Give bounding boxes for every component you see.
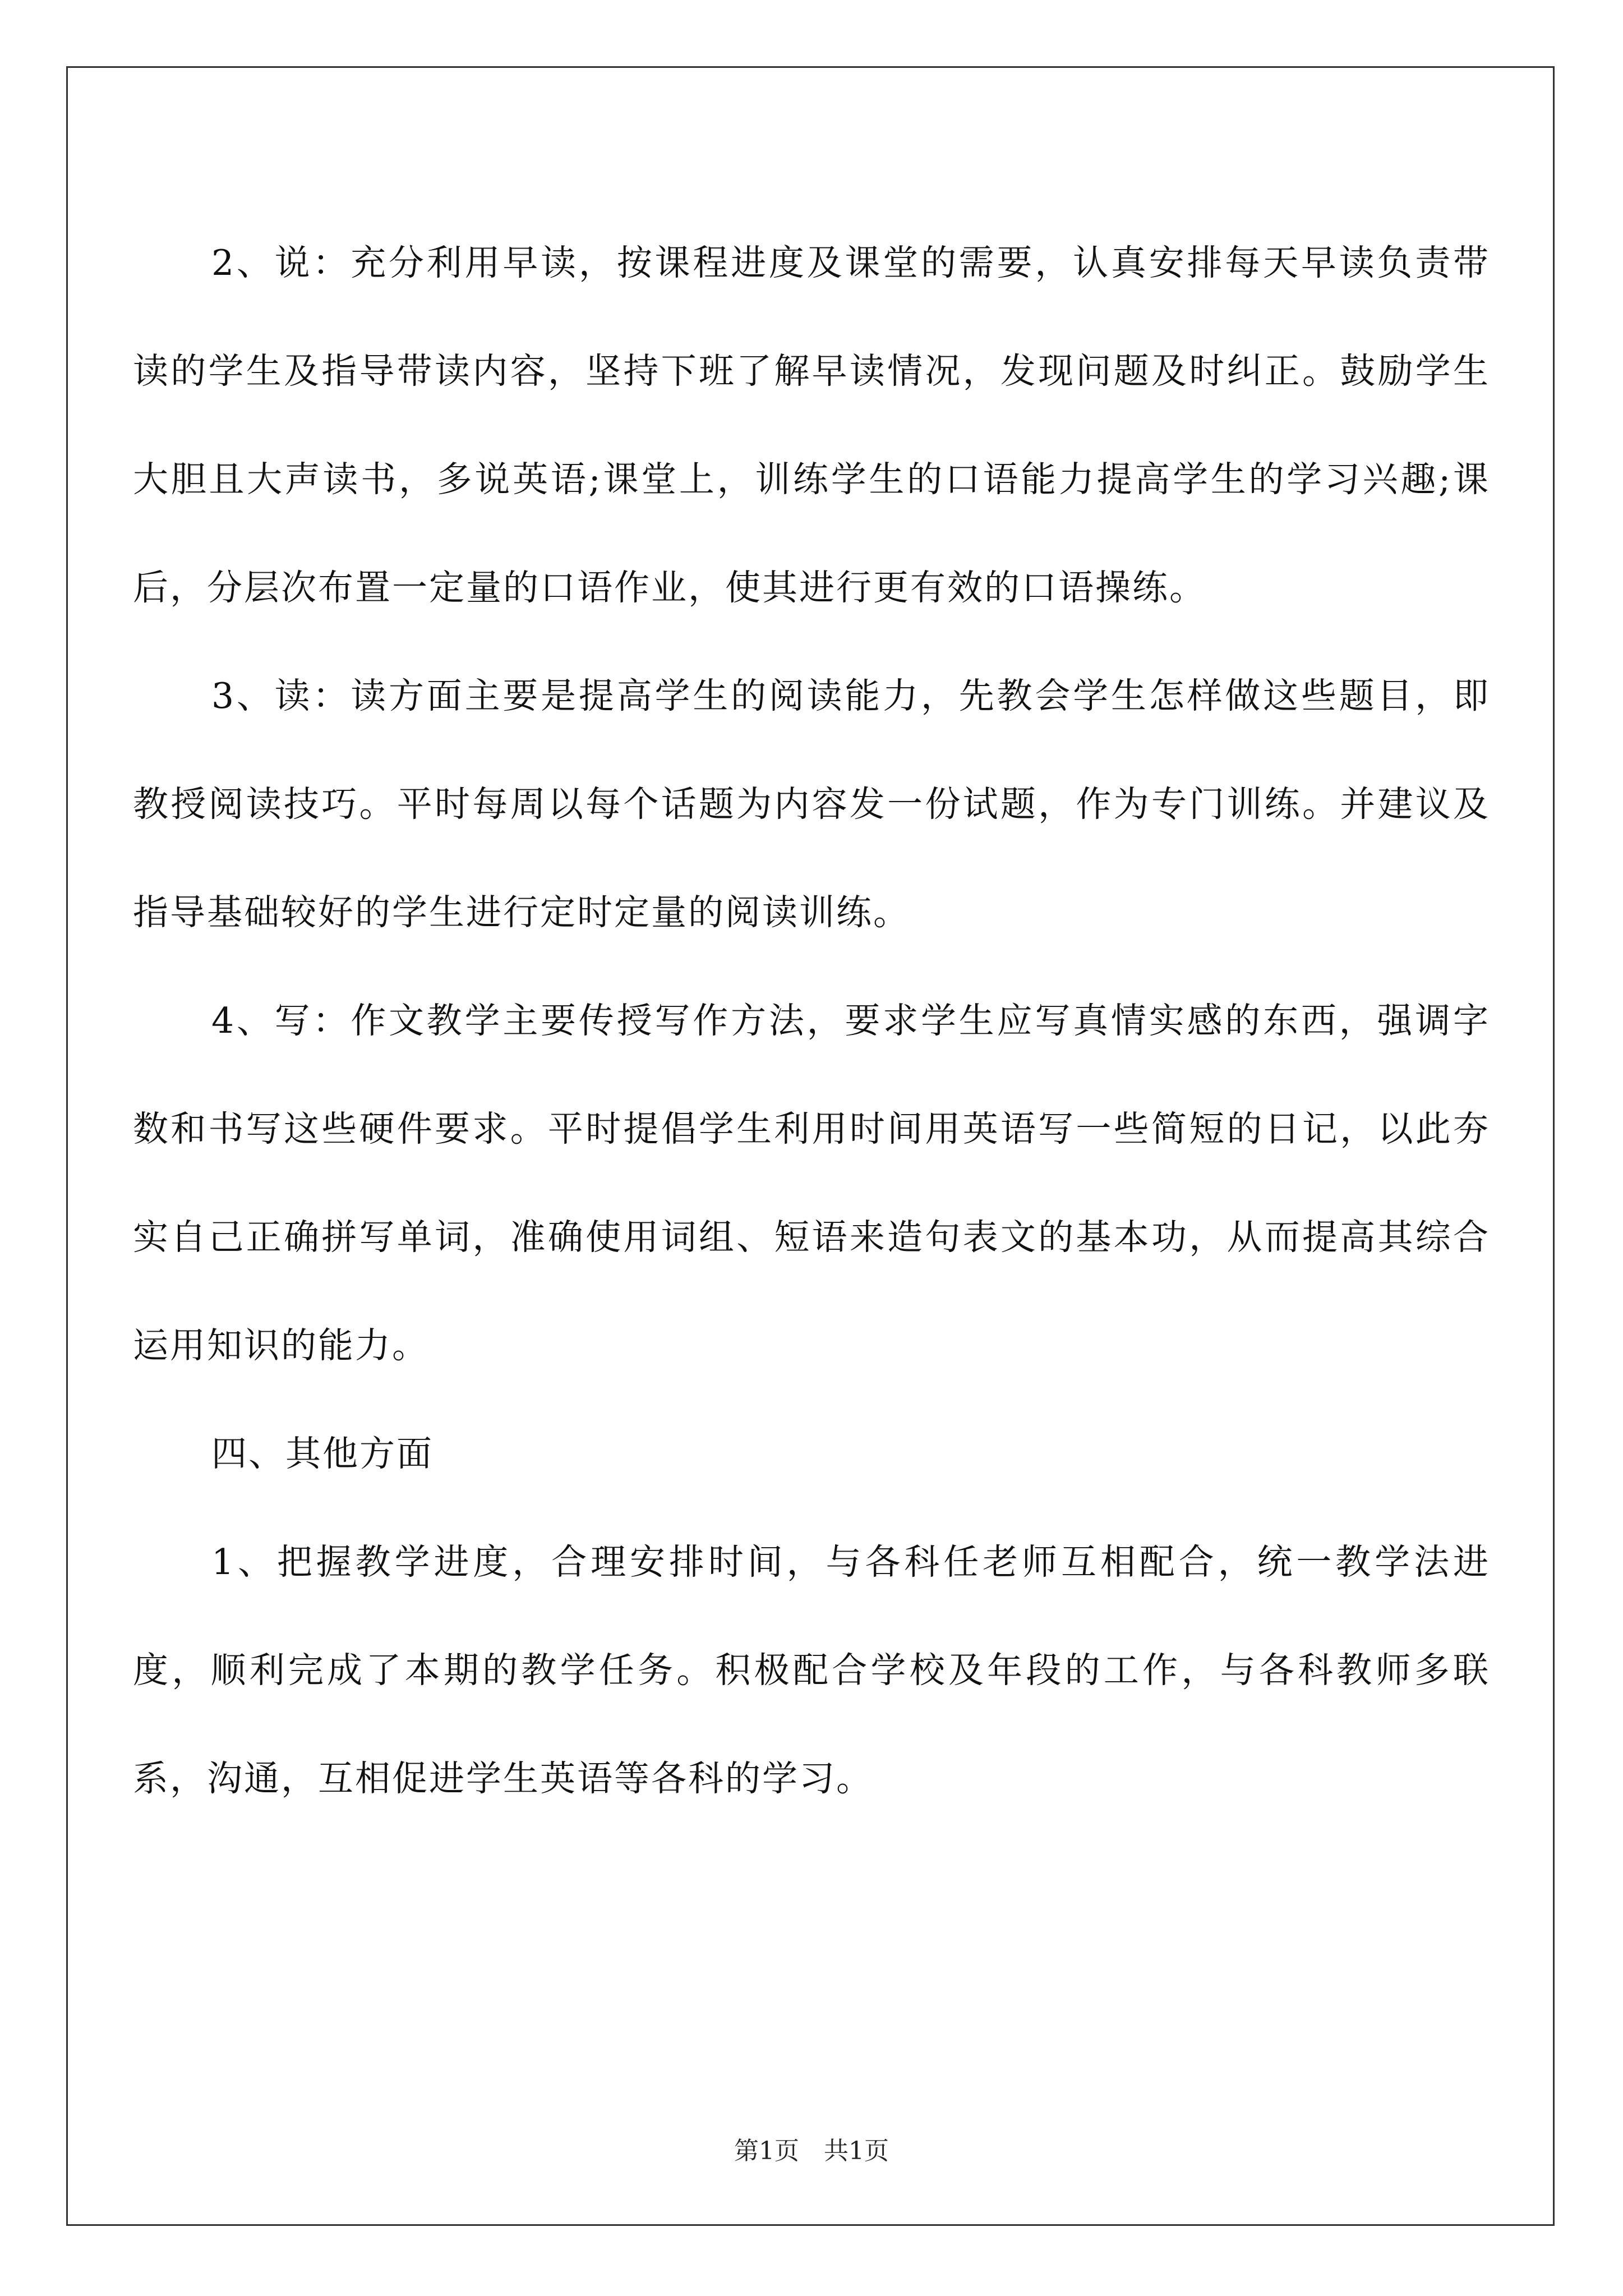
paragraph-writing: 4、写：作文教学主要传授写作方法，要求学生应写真情实感的东西，强调字数和书写这些硬件要求。平时提倡学生利用时间用英语写一些简短的日记，以此夯实自己正确拼写单词，准确使用词组、短语来造句表文的基本功，从而提高其综合运用知识的能力。 [133, 1000, 1490, 1366]
section-heading-other: 四、其他方面 [211, 1433, 434, 1474]
document-body [133, 209, 1490, 1833]
paragraph-teaching-progress: 1、把握教学进度，合理安排时间，与各科任老师互相配合，统一教学法进度，顺利完成了本期的教学任务。积极配合学校及年段的工作，与各科教师多联系，沟通，互相促进学生英语等各科的学习。 [133, 1542, 1490, 1799]
paragraph-speaking: 2、说：充分利用早读，按课程进度及课堂的需要，认真安排每天早读负责带读的学生及指导带读内容，坚持下班了解早读情况，发现问题及时纠正。鼓励学生大胆且大声读书，多说英语;课堂上，训练学生的口语能力提高学生的学习兴趣;课后，分层次布置一定量的口语作业，使其进行更有效的口语操练。 [133, 242, 1490, 608]
page-number-footer: 第1页 共1页 [734, 2137, 889, 2165]
paragraph-reading: 3、读：读方面主要是提高学生的阅读能力，先教会学生怎样做这些题目，即教授阅读技巧。平时每周以每个话题为内容发一份试题，作为专门训练。并建议及指导基础较好的学生进行定时定量的阅读训练。 [133, 675, 1490, 933]
